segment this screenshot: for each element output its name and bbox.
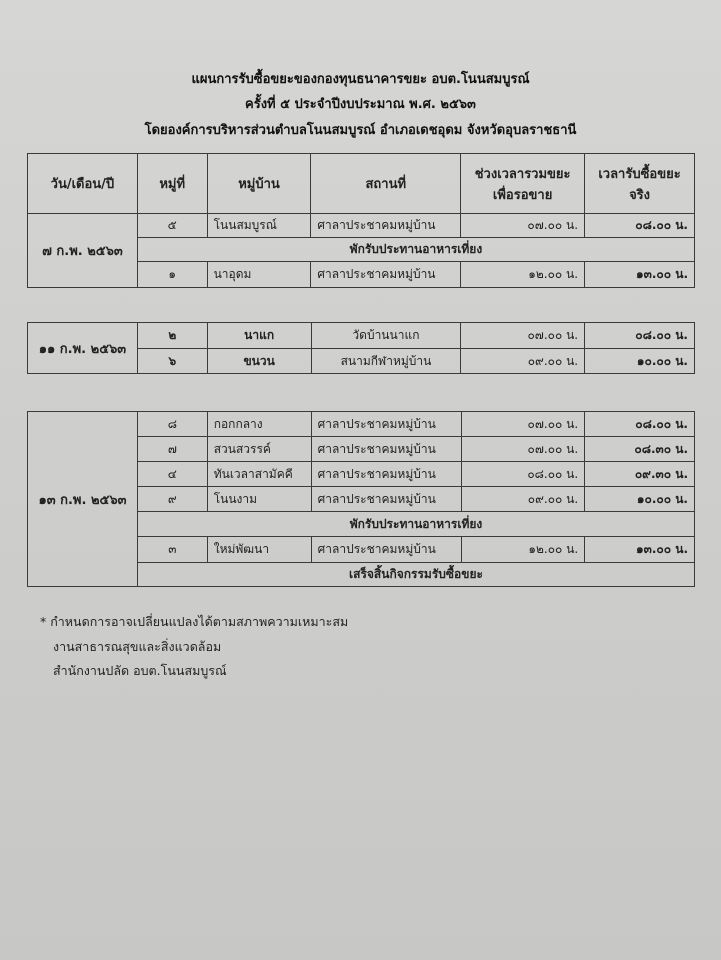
village-cell: สวนสวรรค์	[207, 437, 311, 462]
buy-time-cell: ๐๘.๐๐ น.	[585, 323, 695, 349]
place-cell: ศาลาประชาคมหมู่บ้าน	[311, 412, 461, 437]
table-row	[28, 323, 695, 349]
date-cell: ๗ ก.พ. ๒๕๖๓	[28, 214, 138, 288]
col-buy-time	[585, 154, 695, 214]
place-cell: ศาลาประชาคมหมู่บ้าน	[311, 214, 461, 238]
moo-cell: ๗	[137, 437, 207, 462]
moo-cell: ๙	[137, 487, 207, 512]
col-gather-time	[461, 154, 585, 214]
village-cell: ขนวน	[207, 349, 311, 374]
table-header-row	[28, 154, 695, 214]
col-village: หมู่บ้าน	[207, 154, 311, 214]
gather-time-cell: ๐๙.๐๐ น.	[461, 349, 585, 374]
gather-time-cell: ๐๗.๐๐ น.	[461, 437, 585, 462]
place-cell: สนามกีฬาหมู่บ้าน	[311, 349, 461, 374]
village-cell: ใหม่พัฒนา	[207, 537, 311, 563]
date-cell: ๑๑ ก.พ. ๒๕๖๓	[28, 323, 138, 374]
village-cell: นาแก	[207, 323, 311, 349]
buy-time-cell: ๑๐.๐๐ น.	[585, 487, 695, 512]
place-cell: ศาลาประชาคมหมู่บ้าน	[311, 462, 461, 487]
moo-cell: ๒	[137, 323, 207, 349]
col-place: สถานที่	[311, 154, 461, 214]
buy-time-cell: ๑๓.๐๐ น.	[585, 262, 695, 288]
doc-subtitle: ครั้งที่ ๕ ประจำปีงบประมาณ พ.ศ. ๒๕๖๓	[245, 97, 476, 112]
place-cell: ศาลาประชาคมหมู่บ้าน	[311, 487, 461, 512]
note-department: งานสาธารณสุขและสิ่งแวดล้อม	[53, 639, 222, 654]
col-gather-line1: ช่วงเวลารวมขยะ	[474, 166, 571, 182]
place-cell: ศาลาประชาคมหมู่บ้าน	[311, 437, 461, 462]
gather-time-cell: ๐๗.๐๐ น.	[461, 214, 585, 238]
place-cell: วัดบ้านนาแก	[311, 323, 461, 349]
doc-organization: โดยองค์การบริหารส่วนตำบลโนนสมบูรณ์ อำเภอเดชอุดม จังหวัดอุบลราชธานี	[144, 123, 577, 138]
col-buy-line1: เวลารับซื้อขยะ	[598, 166, 681, 182]
lunch-break-label: พักรับประทานอาหารเที่ยง	[137, 512, 694, 537]
village-cell: โนนงาม	[207, 487, 311, 512]
place-cell: ศาลาประชาคมหมู่บ้าน	[311, 537, 461, 563]
gather-time-cell: ๐๗.๐๐ น.	[461, 412, 585, 437]
gather-time-cell: ๐๙.๐๐ น.	[461, 487, 585, 512]
note-schedule-change: * กำหนดการอาจเปลี่ยนแปลงได้ตามสภาพความเหมาะสม	[40, 614, 349, 629]
moo-cell: ๖	[137, 349, 207, 374]
note-office: สำนักงานปลัด อบต.โนนสมบูรณ์	[53, 663, 227, 678]
village-cell: กอกกลาง	[207, 412, 311, 437]
village-cell: ทันเวลาสามัคคี	[207, 462, 311, 487]
moo-cell: ๔	[137, 462, 207, 487]
doc-title: แผนการรับซื้อขยะของกองทุนธนาคารขยะ อบต.โนนสมบูรณ์	[191, 72, 530, 87]
gather-time-cell: ๐๘.๐๐ น.	[461, 462, 585, 487]
moo-cell: ๘	[137, 412, 207, 437]
gather-time-cell: ๑๒.๐๐ น.	[461, 262, 585, 288]
buy-time-cell: ๐๙.๓๐ น.	[585, 462, 695, 487]
place-cell: ศาลาประชาคมหมู่บ้าน	[311, 262, 461, 288]
date-cell: ๑๓ ก.พ. ๒๕๖๓	[28, 412, 138, 587]
buy-time-cell: ๑๐.๐๐ น.	[585, 349, 695, 374]
schedule-table-1	[27, 153, 695, 288]
gather-time-cell: ๑๒.๐๐ น.	[461, 537, 585, 563]
gather-time-cell: ๐๗.๐๐ น.	[461, 323, 585, 349]
buy-time-cell: ๑๓.๐๐ น.	[585, 537, 695, 563]
col-gather-line2: เพื่อรอขาย	[492, 187, 553, 203]
buy-time-cell: ๐๘.๓๐ น.	[585, 437, 695, 462]
col-moo: หมู่ที่	[137, 154, 207, 214]
village-cell: นาอุดม	[207, 262, 311, 288]
table-row	[28, 214, 695, 238]
lunch-break-label: พักรับประทานอาหารเที่ยง	[137, 238, 694, 262]
activity-end-label: เสร็จสิ้นกิจกรรมรับซื้อขยะ	[137, 563, 694, 587]
moo-cell: ๓	[137, 537, 207, 563]
village-cell: โนนสมบูรณ์	[207, 214, 311, 238]
col-date: วัน/เดือน/ปี	[28, 154, 138, 214]
moo-cell: ๑	[137, 262, 207, 288]
buy-time-cell: ๐๘.๐๐ น.	[585, 214, 695, 238]
schedule-table-3	[27, 411, 695, 587]
col-buy-line2: จริง	[629, 187, 651, 203]
moo-cell: ๕	[137, 214, 207, 238]
schedule-table-2	[27, 322, 695, 374]
buy-time-cell: ๐๘.๐๐ น.	[585, 412, 695, 437]
table-row	[28, 412, 695, 437]
